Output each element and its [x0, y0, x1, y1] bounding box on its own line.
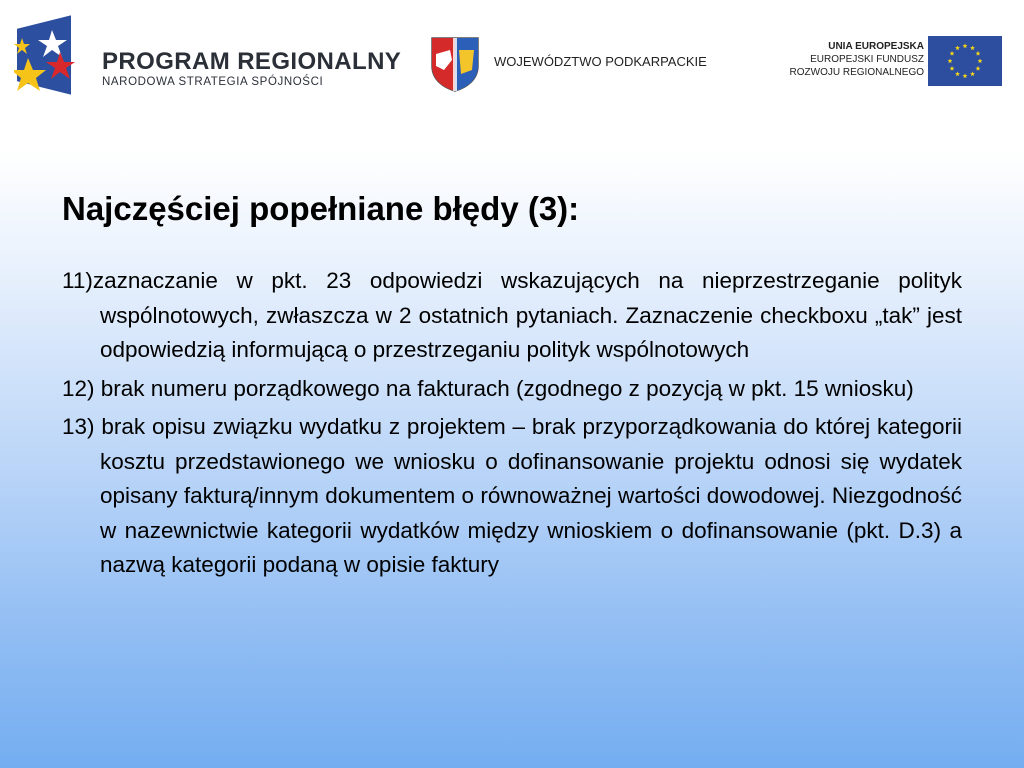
program-regionalny-logo	[14, 12, 402, 102]
error-item-12: 12) brak numeru porządkowego na fakturach (zgodnego z pozycją w pkt. 15 wniosku)	[62, 375, 914, 401]
error-item-13: 13) brak opisu związku wydatku z projektem – brak przyporządkowania do której kategorii kosztu przedstawionego we wniosku o dofinansowanie projektu odnosi się wydatek opisany fakturą/innym dokumentem o równoważnej wartości dowodowej. Niezgodność w nazewnictwie kategorii wydatków między wnioskiem o dofinansowanie (pkt. D.3) a nazwą kategorii podaną w opisie faktury	[62, 414, 962, 577]
error-list	[62, 264, 962, 587]
eu-flag-icon	[928, 36, 1002, 86]
logo-bar	[0, 0, 1024, 110]
program-regionalny-subtitle: NARODOWA STRATEGIA SPÓJNOŚCI	[102, 76, 324, 88]
eu-logo	[770, 36, 1006, 90]
wojewodztwo-logo	[430, 32, 740, 92]
eu-line-1: UNIA EUROPEJSKA	[828, 41, 924, 52]
eu-text	[790, 40, 924, 79]
program-regionalny-title: PROGRAM REGIONALNY	[102, 48, 402, 75]
error-item-11: 11)zaznaczanie w pkt. 23 odpowiedzi wskazujących na nieprzestrzeganie polityk wspólnotowych, zwłaszcza w 2 ostatnich pytaniach. Zaznaczenie checkboxu „tak” jest odpowiedzią informującą o przestrzeganiu polityk wspólnotowych	[62, 268, 962, 362]
wojewodztwo-name: WOJEWÓDZTWO PODKARPACKIE	[494, 54, 707, 69]
eu-line-3: ROZWOJU REGIONALNEGO	[789, 67, 924, 78]
eu-line-2: EUROPEJSKI FUNDUSZ	[810, 54, 924, 65]
slide-title: Najczęściej popełniane błędy (3):	[62, 190, 580, 227]
coat-of-arms-icon	[430, 36, 480, 92]
program-regionalny-star-icon	[14, 12, 78, 100]
